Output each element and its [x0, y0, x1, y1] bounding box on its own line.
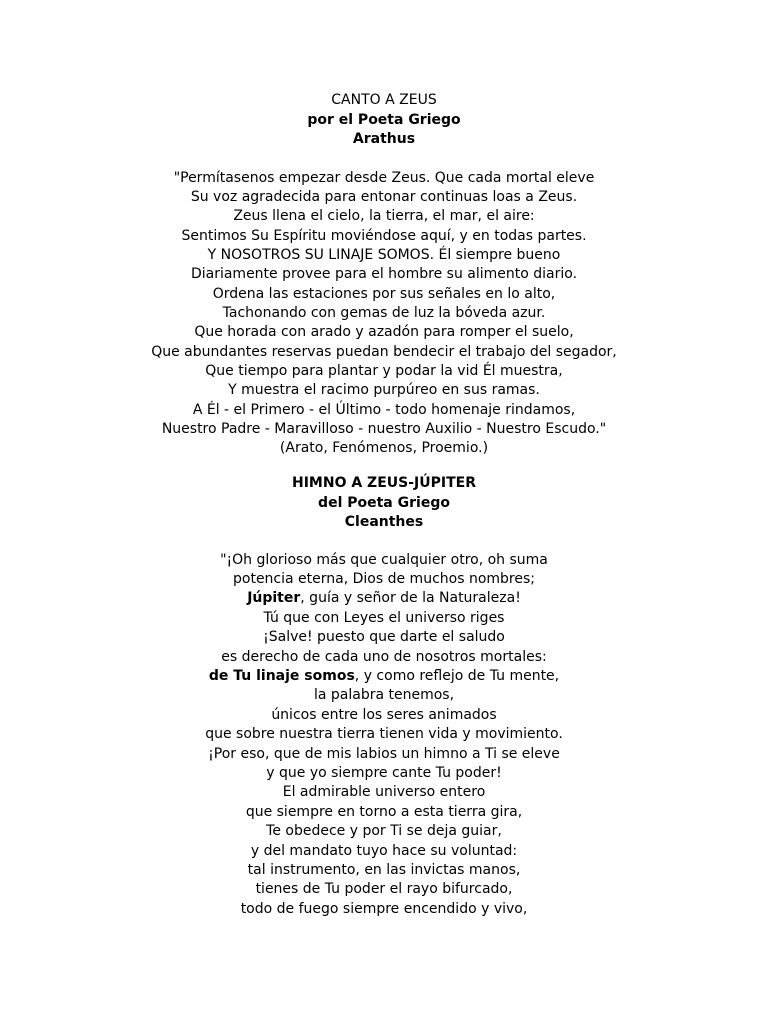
verse-line: tal instrumento, en las invictas manos,	[247, 862, 521, 878]
poem-author: Cleanthes	[344, 514, 424, 530]
verse-line: tienes de Tu poder el rayo bifurcado,	[255, 881, 513, 898]
verse-line: Y NOSOTROS SU LINAJE SOMOS. Él siempre bueno	[207, 246, 561, 263]
verse-text: , y como reflejo de Tu mente,	[354, 667, 560, 684]
verse-line: Tú que con Leyes el universo riges	[263, 609, 505, 626]
verse-line: Te obedece y por Ti se deja guiar,	[266, 823, 502, 840]
poem-subtitle: del Poeta Griego	[318, 494, 450, 511]
verse-line: Tachonando con gemas de luz la bóveda azur.	[222, 304, 546, 321]
emphasis-linaje: de Tu linaje somos	[208, 667, 355, 684]
verse-line: Diariamente provee para el hombre su alimento diario.	[190, 266, 578, 283]
verse-line: Que abundantes reservas puedan bendecir el trabajo del segador,	[151, 343, 617, 360]
verse-line: Sentimos Su Espíritu moviéndose aquí, y en todas partes.	[181, 227, 587, 244]
verse-line: y que yo siempre cante Tu poder!	[266, 764, 502, 781]
verse-line: es derecho de cada uno de nosotros mortales:	[221, 648, 547, 665]
poem-author: Arathus	[352, 131, 416, 147]
verse-line: y del mandato tuyo hace su voluntad:	[250, 842, 518, 859]
verse-line: (Arato, Fenómenos, Proemio.)	[279, 440, 489, 457]
verse-line: Su voz agradecida para entonar continuas loas a Zeus.	[190, 188, 578, 205]
poem-canto-a-zeus	[0, 91, 768, 459]
poem-verses	[0, 169, 768, 459]
verse-line	[0, 589, 768, 608]
verse-line: ¡Salve! puesto que darte el saludo	[263, 629, 505, 646]
poem-himno-a-zeus-jupiter	[0, 474, 768, 919]
poem-title: HIMNO A ZEUS-JÚPITER	[292, 475, 476, 491]
verse-line: la palabra tenemos,	[313, 687, 455, 704]
verse-line: potencia eterna, Dios de muchos nombres;	[233, 570, 535, 587]
verse-line: Zeus llena el cielo, la tierra, el mar, el aire:	[233, 208, 535, 225]
emphasis-jupiter: Júpiter	[247, 590, 301, 607]
verse-line: Ordena las estaciones por sus señales en lo alto,	[212, 285, 556, 302]
verse-line: A Él - el Primero - el Último - todo homenaje rindamos,	[192, 401, 576, 418]
poem-title: CANTO A ZEUS	[331, 92, 437, 108]
poem-verses	[0, 551, 768, 920]
verse-text: , guía y señor de la Naturaleza!	[300, 590, 521, 607]
verse-line: todo de fuego siempre encendido y vivo,	[240, 900, 528, 917]
poem-subtitle: por el Poeta Griego	[307, 111, 461, 128]
verse-line: "¡Oh glorioso más que cualquier otro, oh suma	[220, 551, 548, 568]
verse-line: únicos entre los seres animados	[271, 706, 497, 723]
verse-line: Y muestra el racimo purpúreo en sus ramas.	[228, 382, 540, 399]
verse-line	[0, 667, 768, 686]
verse-line: ¡Por eso, que de mis labios un himno a Ti se eleve	[208, 745, 560, 762]
verse-line: Nuestro Padre - Maravilloso - nuestro Auxilio - Nuestro Escudo."	[161, 420, 607, 437]
verse-line: El admirable universo entero	[282, 784, 486, 801]
verse-line: Que horada con arado y azadón para romper el suelo,	[194, 324, 574, 341]
verse-line: que sobre nuestra tierra tienen vida y movimiento.	[205, 726, 563, 743]
verse-line: Que tiempo para plantar y podar la vid Él muestra,	[205, 362, 563, 379]
verse-line: "Permítasenos empezar desde Zeus. Que cada mortal eleve	[173, 169, 595, 186]
verse-line: que siempre en torno a esta tierra gira,	[245, 803, 523, 820]
